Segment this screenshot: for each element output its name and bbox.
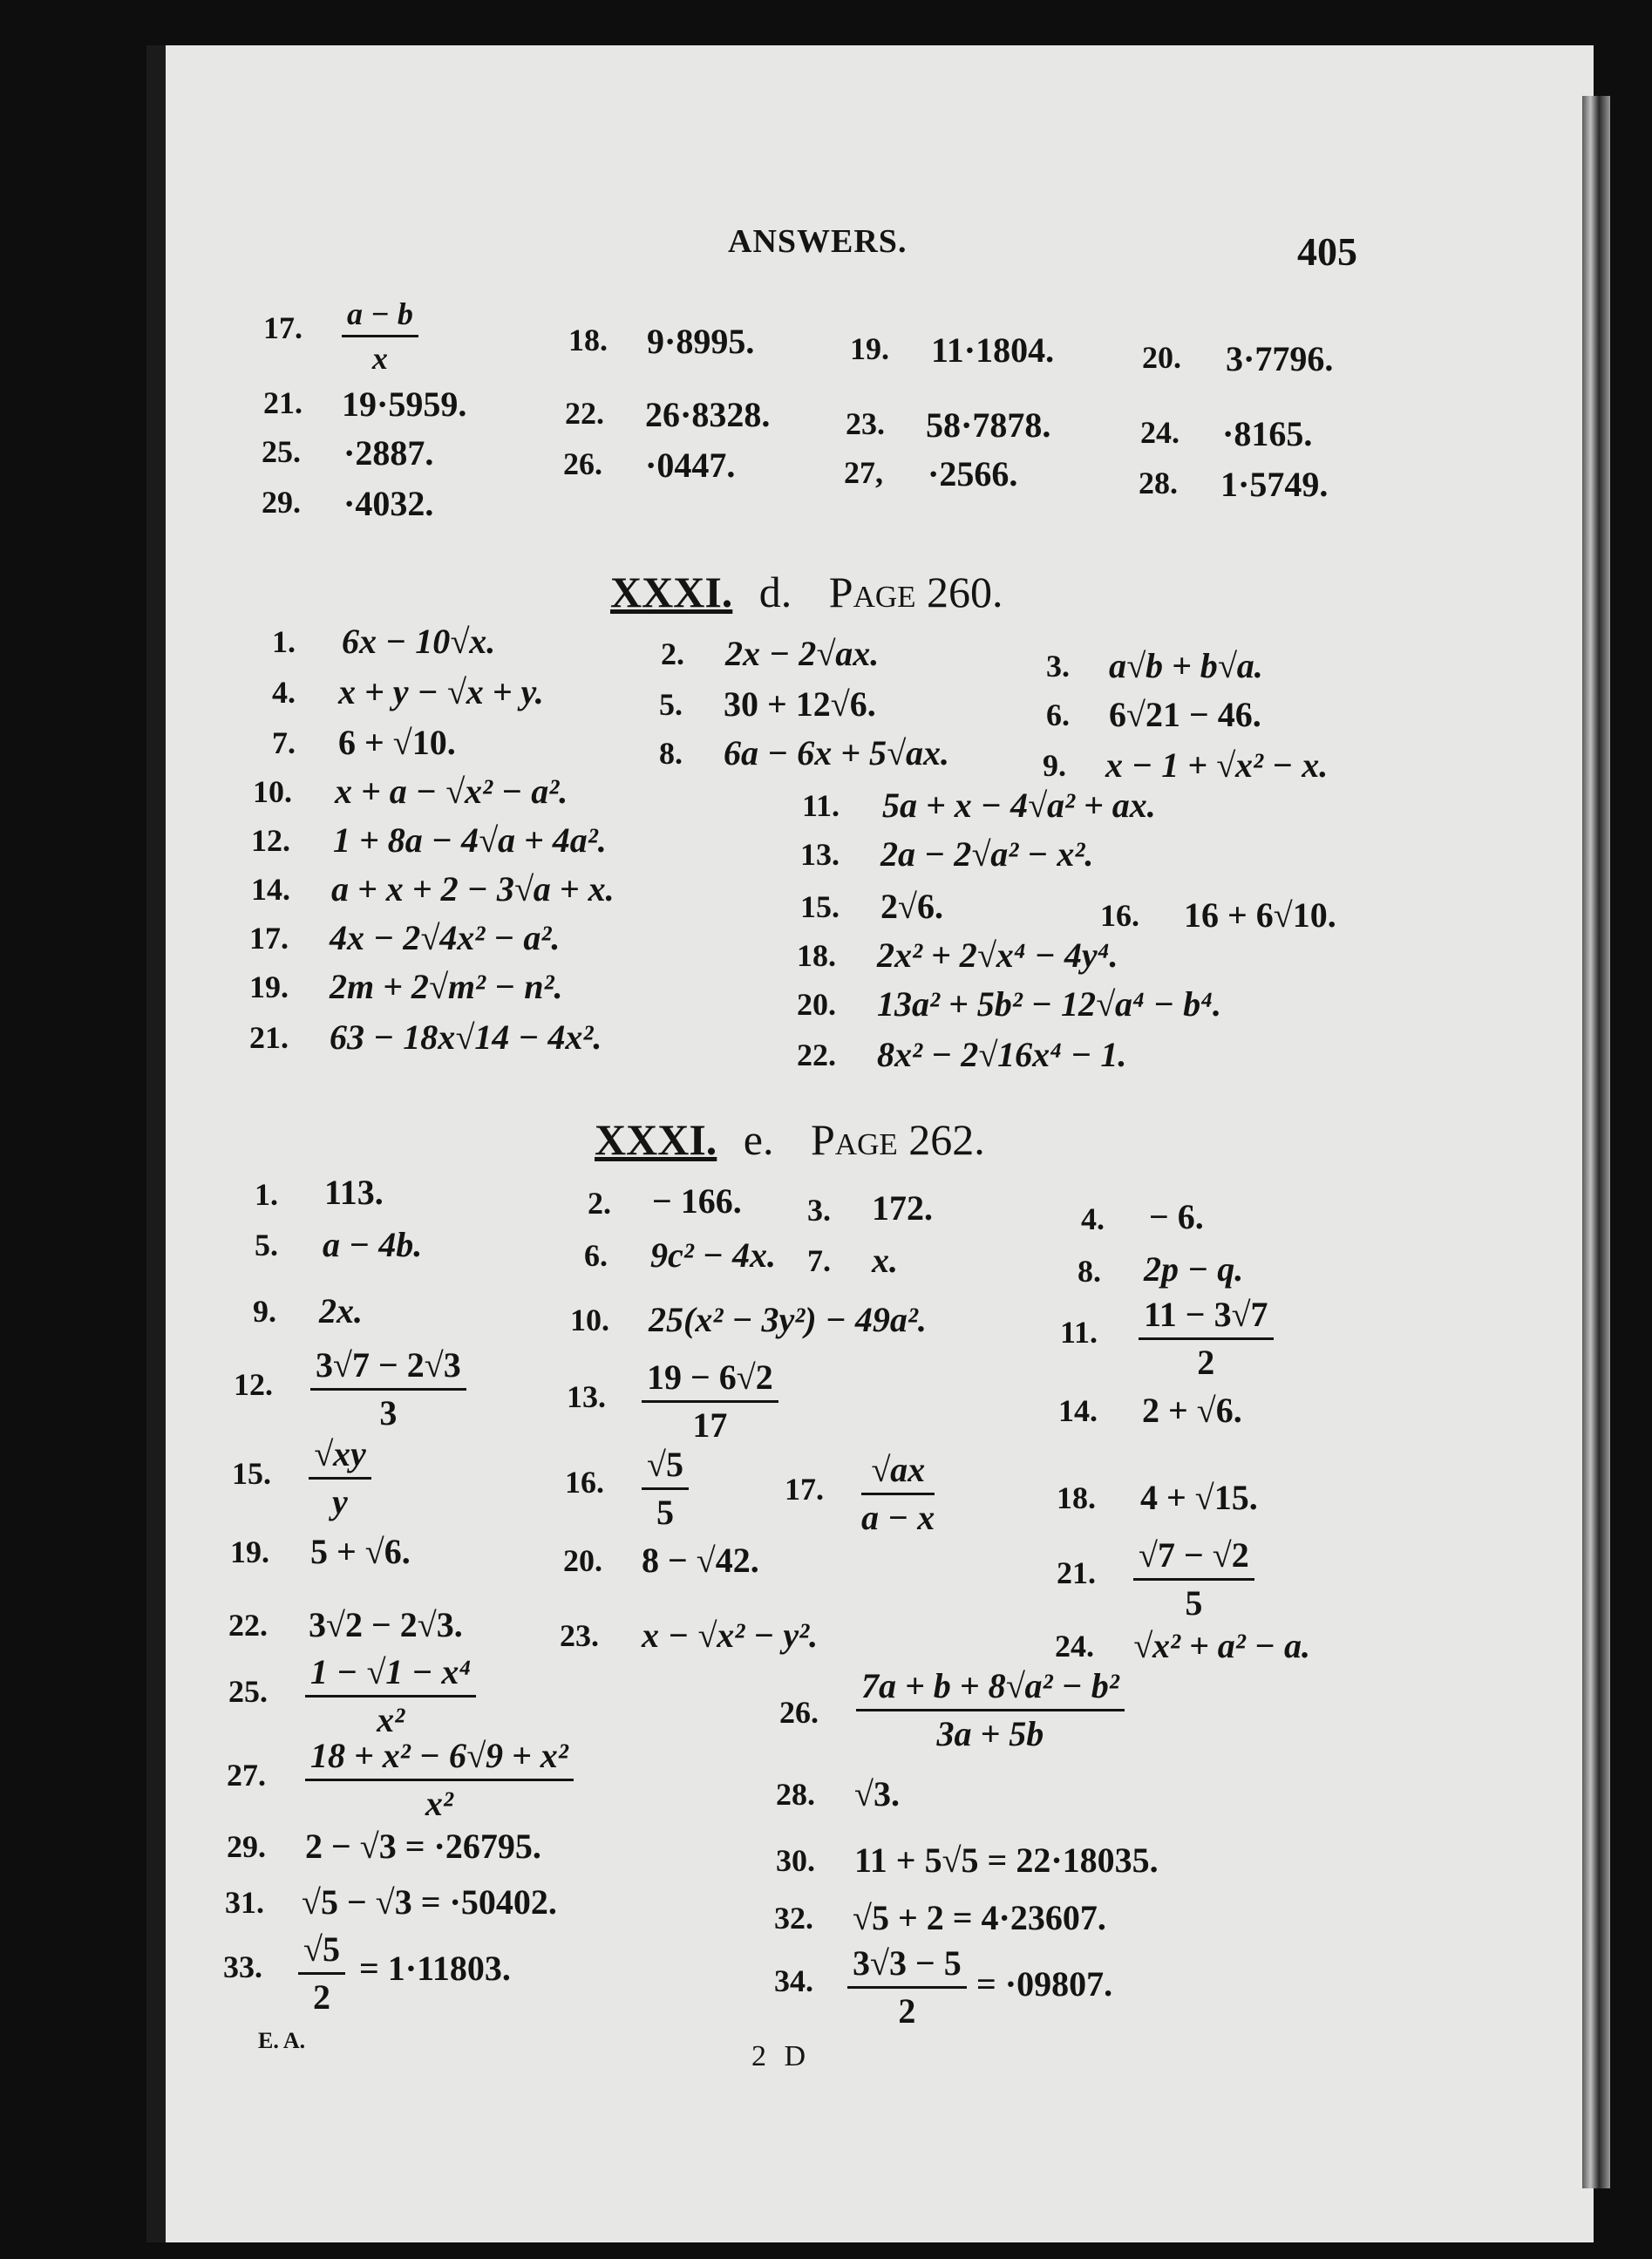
page-edge xyxy=(1582,96,1610,2188)
fraction: $\frac{√ax}{a - x}$ xyxy=(861,1450,935,1537)
answer-number: 19. xyxy=(249,970,289,1004)
answer-value: a − 4b. xyxy=(323,1225,423,1264)
answer-value: 8 − √42. xyxy=(642,1541,759,1580)
answer-value: = ·09807. xyxy=(976,1964,1113,2004)
answer-number: 8. xyxy=(659,736,683,771)
answer-value: 11 + 5√5 = 22·18035. xyxy=(854,1841,1159,1880)
answer-value: 30 + 12√6. xyxy=(724,684,876,724)
answer-value: 4x − 2√4x² − a². xyxy=(330,918,561,957)
answer-number: 25. xyxy=(262,434,301,469)
answer-value: 6 + √10. xyxy=(338,723,456,762)
fraction: $\frac{√5}{2}$ xyxy=(298,1932,345,2015)
answer-value: 1·5749. xyxy=(1220,465,1329,504)
answer-value: 6a − 6x + 5√ax. xyxy=(724,733,949,772)
answer-number: 13. xyxy=(800,837,840,872)
answer-value: − 166. xyxy=(652,1181,742,1221)
answer-number: 26. xyxy=(779,1695,819,1730)
answer-value: 2x² + 2√x⁴ − 4y⁴. xyxy=(877,936,1118,975)
fraction: $\frac{√xy}{y}$ xyxy=(309,1437,371,1520)
answer-number: 20. xyxy=(563,1543,602,1578)
answer-value: 8x² − 2√16x⁴ − 1. xyxy=(877,1035,1127,1074)
answer-value: 16 + 6√10. xyxy=(1184,895,1336,935)
answer-number: 11. xyxy=(802,788,840,823)
fraction: $\frac{\text{7a + b + 8√a² − b²}}{3a + 5b}$ xyxy=(856,1669,1125,1752)
answer-value: 3·7796. xyxy=(1226,339,1334,378)
answer-value: √5 − √3 = ·50402. xyxy=(302,1882,557,1922)
fraction: $\frac{√5}{5}$ xyxy=(642,1447,689,1530)
answer-value: 2√6. xyxy=(880,887,943,926)
answer-number: 1. xyxy=(255,1177,278,1212)
answer-number: 24. xyxy=(1140,415,1180,450)
answer-value: = 1·11803. xyxy=(359,1949,511,1988)
answer-value: 4 + √15. xyxy=(1140,1478,1258,1517)
answer-value: 25(x² − 3y²) − 49a². xyxy=(649,1300,927,1339)
fraction: $\frac{\text{1 − √1 − x⁴}}{\text{x²}}$ xyxy=(305,1655,476,1738)
answer-number: 27. xyxy=(227,1758,266,1793)
fraction: $\frac{3√3 - 5}{2}$ xyxy=(847,1946,967,2029)
answer-value: 6√21 − 46. xyxy=(1109,695,1261,734)
answer-value: ·2566. xyxy=(928,454,1018,493)
answer-value: 58·7878. xyxy=(926,405,1051,445)
answer-value: x + y − √x + y. xyxy=(338,672,544,711)
answer-number: 31. xyxy=(225,1885,264,1920)
answer-number: 18. xyxy=(797,938,836,973)
answer-number: 7. xyxy=(272,725,296,760)
answer-number: 14. xyxy=(1058,1393,1098,1428)
answer-number: 10. xyxy=(570,1303,609,1337)
answer-value: √3. xyxy=(854,1774,900,1813)
answer-number: 15. xyxy=(232,1456,271,1491)
answer-number: 34. xyxy=(774,1963,813,1998)
fraction: $\frac{3√7 - 2√3}{3}$ xyxy=(310,1348,466,1431)
answer-number: 13. xyxy=(567,1379,606,1414)
answer-number: 32. xyxy=(774,1901,813,1936)
answer-number: 4. xyxy=(1081,1201,1105,1236)
answer-number: 24. xyxy=(1055,1629,1094,1664)
answer-value: − 6. xyxy=(1149,1197,1204,1236)
answer-number: 23. xyxy=(560,1618,599,1653)
fraction: $\frac{√7 - √2}{5}$ xyxy=(1133,1538,1254,1621)
fraction: $\frac{19 - 6√2}{17}$ xyxy=(642,1360,778,1443)
answer-number: 21. xyxy=(263,385,303,420)
answer-value: x. xyxy=(872,1241,898,1280)
answer-number: 22. xyxy=(797,1038,836,1072)
answer-value: a√b + b√a. xyxy=(1109,646,1263,685)
section-heading-e: XXXI. e. Page 262. xyxy=(595,1115,985,1164)
answer-value: 9c² − 4x. xyxy=(650,1235,776,1275)
answer-number: 6. xyxy=(584,1238,608,1273)
answer-number: 12. xyxy=(251,823,290,858)
answer-value: 3√2 − 2√3. xyxy=(309,1605,463,1644)
answer-number: 2. xyxy=(588,1186,611,1221)
answer-number: 20. xyxy=(797,987,836,1022)
answer-number: 18. xyxy=(1057,1480,1096,1515)
answer-value: 6x − 10√x. xyxy=(342,622,496,661)
answer-value: 2x − 2√ax. xyxy=(725,634,880,673)
answer-number: 19. xyxy=(230,1534,269,1569)
fraction: $\frac{\text{18 + x² − 6√9 + x²}}{\text{x²}}$ xyxy=(305,1738,574,1821)
answer-number: 16. xyxy=(1100,898,1139,933)
answer-value: 1 + 8a − 4√a + 4a². xyxy=(333,820,607,860)
answer-value: 5 + √6. xyxy=(310,1532,411,1571)
answer-number: 33. xyxy=(223,1949,262,1984)
answer-number: 2. xyxy=(661,636,684,671)
answer-value: ·0447. xyxy=(645,446,736,485)
answer-value: 2p − q. xyxy=(1144,1249,1244,1289)
answer-number: 22. xyxy=(565,396,604,431)
answer-value: x − 1 + √x² − x. xyxy=(1105,745,1329,785)
answer-number: 5. xyxy=(659,687,683,722)
answer-value: 5a + x − 4√a² + ax. xyxy=(882,786,1156,825)
answer-number: 17. xyxy=(263,310,303,345)
running-head: ANSWERS. xyxy=(728,223,908,260)
answer-number: 14. xyxy=(251,872,290,907)
answer-number: 16. xyxy=(565,1465,604,1500)
answer-number: 26. xyxy=(563,446,602,481)
answer-value: 2x. xyxy=(319,1291,363,1330)
answer-number: 17. xyxy=(249,921,289,956)
answer-value: 9·8995. xyxy=(647,322,755,361)
answer-number: 10. xyxy=(253,774,292,809)
answer-value: x + a − √x² − a². xyxy=(335,772,568,811)
answer-value: √5 + 2 = 4·23607. xyxy=(853,1898,1106,1937)
answer-number: 28. xyxy=(776,1777,815,1812)
answer-number: 3. xyxy=(1046,649,1070,684)
answer-value: x − √x² − y². xyxy=(642,1616,819,1655)
answer-number: 11. xyxy=(1060,1315,1098,1350)
answer-value: 13a² + 5b² − 12√a⁴ − b⁴. xyxy=(877,984,1222,1024)
answer-value: ·8165. xyxy=(1222,414,1313,453)
section-heading-d: XXXI. d. Page 260. xyxy=(610,568,1003,616)
answer-value: 63 − 18x√14 − 4x². xyxy=(330,1017,602,1057)
answer-number: 9. xyxy=(1043,748,1066,783)
answer-number: 9. xyxy=(253,1294,276,1329)
answer-value: 172. xyxy=(872,1188,933,1228)
answer-number: 4. xyxy=(272,675,296,710)
answer-value: 2 + √6. xyxy=(1142,1391,1242,1430)
answer-number: 27, xyxy=(844,455,883,490)
answer-number: 12. xyxy=(234,1367,273,1402)
answer-value: 11·1804. xyxy=(931,330,1055,370)
answer-value: 2 − √3 = ·26795. xyxy=(305,1827,541,1866)
answer-number: 1. xyxy=(272,624,296,659)
answer-number: 30. xyxy=(776,1843,815,1878)
answer-value: 26·8328. xyxy=(645,395,771,434)
answer-number: 6. xyxy=(1046,697,1070,732)
answer-value: 2m + 2√m² − n². xyxy=(330,967,563,1006)
answer-number: 19. xyxy=(850,331,889,366)
page-number: 405 xyxy=(1297,229,1357,274)
answer-number: 8. xyxy=(1078,1254,1101,1289)
answer-value: 2a − 2√a² − x². xyxy=(880,834,1094,874)
answer-value: ·2887. xyxy=(343,433,434,473)
answer-number: 17. xyxy=(785,1472,824,1507)
answer-number: 25. xyxy=(228,1674,268,1709)
fraction: $\frac{11 - 3√7}{2}$ xyxy=(1139,1297,1274,1380)
answer-value: ·4032. xyxy=(343,484,434,523)
answer-number: 29. xyxy=(262,485,301,520)
answer-number: 7. xyxy=(807,1243,831,1278)
answer-number: 21. xyxy=(1057,1555,1096,1590)
answer-number: 5. xyxy=(255,1228,278,1262)
answer-value: a + x + 2 − 3√a + x. xyxy=(331,869,615,908)
answer-number: 3. xyxy=(807,1193,831,1228)
fraction: $\frac{a - b}{x}$ xyxy=(342,298,418,374)
answer-number: 15. xyxy=(800,889,840,924)
answer-number: 23. xyxy=(846,406,885,441)
answer-number: 18. xyxy=(568,323,608,357)
answer-value: √x² + a² − a. xyxy=(1133,1626,1310,1665)
footer-sheet-mark: 2 D xyxy=(751,2040,812,2072)
answer-number: 28. xyxy=(1139,466,1178,500)
answer-value: 113. xyxy=(324,1173,384,1212)
footer-signature-mark: E. A. xyxy=(258,2028,306,2053)
answer-number: 20. xyxy=(1142,340,1181,375)
answer-number: 22. xyxy=(228,1608,268,1643)
answer-number: 21. xyxy=(249,1020,289,1055)
answer-number: 29. xyxy=(227,1829,266,1864)
answer-value: 19·5959. xyxy=(342,384,467,424)
